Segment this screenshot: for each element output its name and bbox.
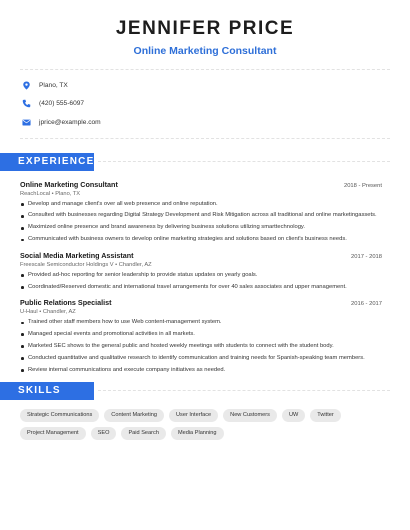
skill-tag: Media Planning bbox=[171, 427, 224, 440]
experience-list bbox=[0, 180, 410, 374]
skill-tag: Strategic Communications bbox=[20, 409, 99, 422]
job-bullet: Provided ad-hoc reporting for senior leadership to provide status updates on yearly goals. bbox=[20, 272, 382, 279]
location-pin-icon bbox=[22, 81, 31, 90]
job-title: Online Marketing Consultant bbox=[20, 179, 118, 189]
skills-list bbox=[0, 400, 410, 440]
skill-tag: Content Marketing bbox=[104, 409, 164, 422]
skills-heading: SKILLS bbox=[0, 382, 94, 400]
contact-email-text: jprice@example.com bbox=[39, 118, 101, 126]
job-bullets bbox=[20, 201, 382, 244]
experience-heading: EXPERIENCE bbox=[0, 153, 94, 171]
job-bullets bbox=[20, 319, 382, 374]
contact-phone-text: (420) 555-6097 bbox=[39, 100, 85, 108]
skill-tag: New Customers bbox=[223, 409, 277, 422]
phone-icon bbox=[22, 99, 31, 108]
contact-phone bbox=[22, 95, 410, 114]
candidate-role: Online Marketing Consultant bbox=[133, 45, 277, 57]
job-bullet: Consulted with businesses regarding Digital Strategy Development and Risk Mitigation across all traditional and online marketingassets. bbox=[20, 212, 382, 219]
job-dates: 2016 - 2017 bbox=[351, 300, 382, 307]
skill-tag: User Interface bbox=[169, 409, 218, 422]
job-bullet: Develop and manage client's over all web presence and online reputation. bbox=[20, 201, 382, 208]
job-bullet: Marketed SEC shows to the general public and hosted weekly meetings with students to connect with the student body. bbox=[20, 343, 382, 350]
skill-tag: Project Management bbox=[20, 427, 86, 440]
job-dates: 2017 - 2018 bbox=[351, 253, 382, 260]
candidate-name: JENNIFER PRICE bbox=[115, 18, 295, 39]
contact-location-text: Plano, TX bbox=[39, 81, 68, 89]
job-entry bbox=[20, 298, 382, 374]
resume-header bbox=[0, 0, 410, 57]
job-dates: 2018 - Present bbox=[343, 182, 382, 189]
job-entry bbox=[20, 251, 382, 291]
job-bullet: Trained other staff members how to use Web content-management system. bbox=[20, 319, 382, 326]
job-company: ReachLocal • Plano, TX bbox=[20, 190, 81, 197]
job-company: U-Haul • Chandler, AZ bbox=[20, 308, 76, 315]
job-title: Public Relations Specialist bbox=[20, 297, 112, 307]
section-divider bbox=[98, 390, 390, 391]
job-bullet: Maximized online presence and brand awareness by delivering business solutions utilizing smarttechnology. bbox=[20, 224, 382, 231]
skill-tag: SEO bbox=[91, 427, 117, 440]
envelope-icon bbox=[22, 118, 31, 127]
section-divider bbox=[98, 161, 390, 162]
job-title: Social Media Marketing Assistant bbox=[20, 250, 134, 260]
skill-tag: UW bbox=[282, 409, 305, 422]
skill-tag: Paid Search bbox=[121, 427, 165, 440]
experience-section-header bbox=[0, 153, 410, 171]
job-bullet: Managed special events and promotional activities in all markets. bbox=[20, 331, 382, 338]
contact-location bbox=[22, 76, 410, 95]
job-bullets bbox=[20, 272, 382, 291]
contact-list bbox=[0, 70, 410, 138]
skill-tag: Twitter bbox=[310, 409, 340, 422]
job-company: Freescale Semiconductor Holdings V • Chandler, AZ bbox=[20, 261, 152, 268]
job-bullet: Review internal communications and execute company initiatives as needed. bbox=[20, 367, 382, 374]
job-entry bbox=[20, 180, 382, 244]
job-bullet: Coordinated/Reserved domestic and international travel arrangements for over 40 sales associates and upper management. bbox=[20, 284, 382, 291]
skills-section-header bbox=[0, 382, 410, 400]
contact-email bbox=[22, 113, 410, 132]
job-bullet: Conducted quantitative and qualitative research to identify communication and training needs for Spanish-speaking team members. bbox=[20, 355, 382, 362]
contact-divider bbox=[20, 138, 390, 139]
job-bullet: Communicated with business owners to develop online marketing strategies and solutions based on client's business needs. bbox=[20, 236, 382, 243]
